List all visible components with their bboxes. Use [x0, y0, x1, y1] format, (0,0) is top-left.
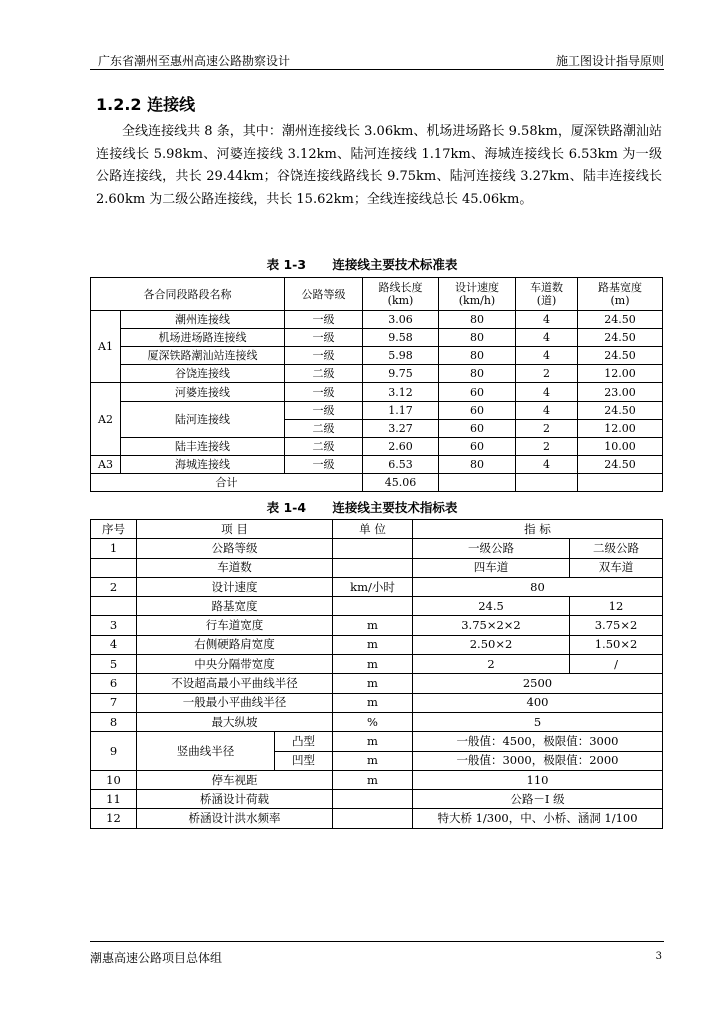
row-grade: 一级 — [285, 311, 363, 329]
row-speed: 60 — [439, 383, 516, 402]
row-width: 24.50 — [578, 402, 663, 420]
row-item: 竖曲线半径 — [137, 732, 275, 771]
row-name: 谷饶连接线 — [121, 365, 285, 383]
row-grade: 二级 — [285, 420, 363, 438]
row-name: 海城连接线 — [121, 456, 285, 474]
table-1-3-caption — [0, 255, 724, 273]
table-header-row — [91, 520, 663, 539]
row-speed: 80 — [439, 365, 516, 383]
row-width: 24.50 — [578, 347, 663, 365]
col-header-grade: 公路等级 — [285, 278, 363, 311]
row-width: 24.50 — [578, 456, 663, 474]
total-length: 45.06 — [363, 474, 439, 492]
row-item: 最大纵坡 — [137, 712, 333, 731]
row-grade: 二级 — [285, 438, 363, 456]
row-value-2: 3.75×2 — [570, 616, 663, 635]
row-no: 7 — [91, 693, 137, 712]
footer-rule — [90, 941, 664, 942]
row-lanes: 2 — [516, 420, 578, 438]
row-value-1: 2 — [413, 655, 570, 674]
row-value-1: 四车道 — [413, 558, 570, 577]
row-no: 5 — [91, 655, 137, 674]
table-row — [91, 402, 663, 420]
row-speed: 80 — [439, 329, 516, 347]
row-lanes: 4 — [516, 383, 578, 402]
table-1-3 — [90, 277, 663, 492]
row-name: 陆河连接线 — [121, 402, 285, 438]
row-value: 一般值：4500，极限值：3000 — [413, 732, 663, 751]
col-header-lanes: 车道数 (道) — [516, 278, 578, 311]
row-value: 5 — [413, 712, 663, 731]
col-header-unit: 单 位 — [333, 520, 413, 539]
row-speed: 80 — [439, 456, 516, 474]
row-no: 1 — [91, 539, 137, 558]
table-1-3-number: 表 1-3 — [266, 257, 307, 272]
row-grade: 一级 — [285, 402, 363, 420]
table-row — [91, 616, 663, 635]
col-header-index: 指 标 — [413, 520, 663, 539]
row-item: 设计速度 — [137, 577, 333, 596]
row-value: 公路－I 级 — [413, 790, 663, 809]
row-value: 2500 — [413, 674, 663, 693]
row-item: 不设超高最小平曲线半径 — [137, 674, 333, 693]
table-row — [91, 456, 663, 474]
row-item: 右侧硬路肩宽度 — [137, 635, 333, 654]
table-row — [91, 693, 663, 712]
row-value-2: 1.50×2 — [570, 635, 663, 654]
table-row — [91, 790, 663, 809]
table-row — [91, 539, 663, 558]
table-row — [91, 365, 663, 383]
row-unit: m — [333, 770, 413, 789]
row-length: 1.17 — [363, 402, 439, 420]
table-row — [91, 655, 663, 674]
row-length: 5.98 — [363, 347, 439, 365]
table-row — [91, 577, 663, 596]
row-grade: 一级 — [285, 347, 363, 365]
row-value-2: 12 — [570, 597, 663, 616]
table-1-3-title: 连接线主要技术标准表 — [332, 257, 458, 272]
row-length: 2.60 — [363, 438, 439, 456]
row-name: 陆丰连接线 — [121, 438, 285, 456]
row-lanes: 2 — [516, 365, 578, 383]
row-no: 12 — [91, 809, 137, 828]
row-item: 桥涵设计洪水频率 — [137, 809, 333, 828]
row-value-1: 24.5 — [413, 597, 570, 616]
row-item: 中央分隔带宽度 — [137, 655, 333, 674]
footer-org: 潮惠高速公路项目总体组 — [90, 951, 223, 965]
row-value: 特大桥 1/300，中、小桥、涵洞 1/100 — [413, 809, 663, 828]
row-no: 8 — [91, 712, 137, 731]
table-1-4 — [90, 519, 663, 829]
row-width: 12.00 — [578, 365, 663, 383]
row-grade: 一级 — [285, 329, 363, 347]
row-grade: 二级 — [285, 365, 363, 383]
col-header-name: 各合同段路段名称 — [91, 278, 285, 311]
row-unit: m — [333, 616, 413, 635]
table-header-row — [91, 278, 663, 311]
row-lanes: 2 — [516, 438, 578, 456]
table-1-4-title: 连接线主要技术指标表 — [332, 500, 458, 515]
row-value: 一般值：3000，极限值：2000 — [413, 751, 663, 770]
col-header-item: 项 目 — [137, 520, 333, 539]
row-item: 车道数 — [137, 558, 333, 577]
table-1-4-number: 表 1-4 — [266, 500, 307, 515]
table-row — [91, 732, 663, 751]
table-row — [91, 383, 663, 402]
row-unit: km/小时 — [333, 577, 413, 596]
group-a2: A2 — [91, 383, 121, 456]
row-length: 9.75 — [363, 365, 439, 383]
table-row — [91, 558, 663, 577]
header-rule — [90, 69, 664, 70]
group-a3: A3 — [91, 456, 121, 474]
col-header-speed: 设计速度 (km/h) — [439, 278, 516, 311]
row-length: 3.27 — [363, 420, 439, 438]
row-width: 10.00 — [578, 438, 663, 456]
row-item: 停车视距 — [137, 770, 333, 789]
row-value-2: 二级公路 — [570, 539, 663, 558]
row-speed: 60 — [439, 438, 516, 456]
row-width: 24.50 — [578, 329, 663, 347]
row-no: 9 — [91, 732, 137, 771]
row-no: 6 — [91, 674, 137, 693]
row-length: 3.06 — [363, 311, 439, 329]
row-unit: m — [333, 674, 413, 693]
row-lanes: 4 — [516, 456, 578, 474]
table-row — [91, 809, 663, 828]
row-lanes: 4 — [516, 347, 578, 365]
table-row — [91, 347, 663, 365]
row-unit: m — [333, 693, 413, 712]
table-row — [91, 635, 663, 654]
row-no: 3 — [91, 616, 137, 635]
row-value-1: 一级公路 — [413, 539, 570, 558]
row-lanes: 4 — [516, 329, 578, 347]
col-header-no: 序号 — [91, 520, 137, 539]
group-a1: A1 — [91, 311, 121, 383]
table-row — [91, 311, 663, 329]
section-heading: 1.2.2 连接线 — [96, 95, 196, 114]
table-row — [91, 438, 663, 456]
row-length: 9.58 — [363, 329, 439, 347]
row-length: 3.12 — [363, 383, 439, 402]
total-label: 合计 — [91, 474, 363, 492]
row-speed: 80 — [439, 347, 516, 365]
row-name: 厦深铁路潮汕站连接线 — [121, 347, 285, 365]
row-subitem: 凸型 — [275, 732, 333, 751]
row-item: 路基宽度 — [137, 597, 333, 616]
row-subitem: 凹型 — [275, 751, 333, 770]
row-value-2: / — [570, 655, 663, 674]
row-name: 潮州连接线 — [121, 311, 285, 329]
row-item: 公路等级 — [137, 539, 333, 558]
row-value-1: 2.50×2 — [413, 635, 570, 654]
header-doc-title: 施工图设计指导原则 — [555, 54, 664, 68]
table-row — [91, 329, 663, 347]
row-unit: % — [333, 712, 413, 731]
row-item: 行车道宽度 — [137, 616, 333, 635]
page-number: 3 — [655, 951, 662, 962]
row-grade: 一级 — [285, 456, 363, 474]
row-speed: 60 — [439, 420, 516, 438]
table-row — [91, 712, 663, 731]
row-no: 11 — [91, 790, 137, 809]
row-value: 110 — [413, 770, 663, 789]
row-value-1: 3.75×2×2 — [413, 616, 570, 635]
row-no: 4 — [91, 635, 137, 654]
col-header-width: 路基宽度 (m) — [578, 278, 663, 311]
row-speed: 80 — [439, 311, 516, 329]
row-width: 24.50 — [578, 311, 663, 329]
row-unit: m — [333, 751, 413, 770]
table-row — [91, 674, 663, 693]
row-value: 400 — [413, 693, 663, 712]
row-value: 80 — [413, 577, 663, 596]
table-1-4-caption — [0, 498, 724, 516]
row-value-2: 双车道 — [570, 558, 663, 577]
row-length: 6.53 — [363, 456, 439, 474]
table-row — [91, 770, 663, 789]
row-unit: m — [333, 635, 413, 654]
row-item: 桥涵设计荷载 — [137, 790, 333, 809]
row-width: 23.00 — [578, 383, 663, 402]
header-project-title: 广东省潮州至惠州高速公路勘察设计 — [98, 54, 291, 68]
table-row — [91, 597, 663, 616]
row-lanes: 4 — [516, 402, 578, 420]
row-grade: 一级 — [285, 383, 363, 402]
row-no: 10 — [91, 770, 137, 789]
row-speed: 60 — [439, 402, 516, 420]
table-total-row — [91, 474, 663, 492]
col-header-length: 路线长度 (km) — [363, 278, 439, 311]
row-item: 一般最小平曲线半径 — [137, 693, 333, 712]
row-name: 河婆连接线 — [121, 383, 285, 402]
row-lanes: 4 — [516, 311, 578, 329]
row-unit: m — [333, 655, 413, 674]
section-paragraph: 全线连接线共 8 条，其中：潮州连接线长 3.06km、机场进场路长 9.58km，厦深铁路潮汕站连接线长 5.98km、河婆连接线 3.12km、陆河连接线 1.17km、海城连接线长 6.53km 为一级公路连接线，共长 29.44km；谷饶连接线路线长 9.75km、陆河连接线 3.27km、陆丰连接线长 2.60km 为二级公路连接线，共长 15.62km；全线连接线总长 45.06km。 — [96, 124, 662, 207]
row-unit: m — [333, 732, 413, 751]
page-header — [90, 50, 664, 70]
row-name: 机场进场路连接线 — [121, 329, 285, 347]
row-width: 12.00 — [578, 420, 663, 438]
row-no: 2 — [91, 577, 137, 596]
